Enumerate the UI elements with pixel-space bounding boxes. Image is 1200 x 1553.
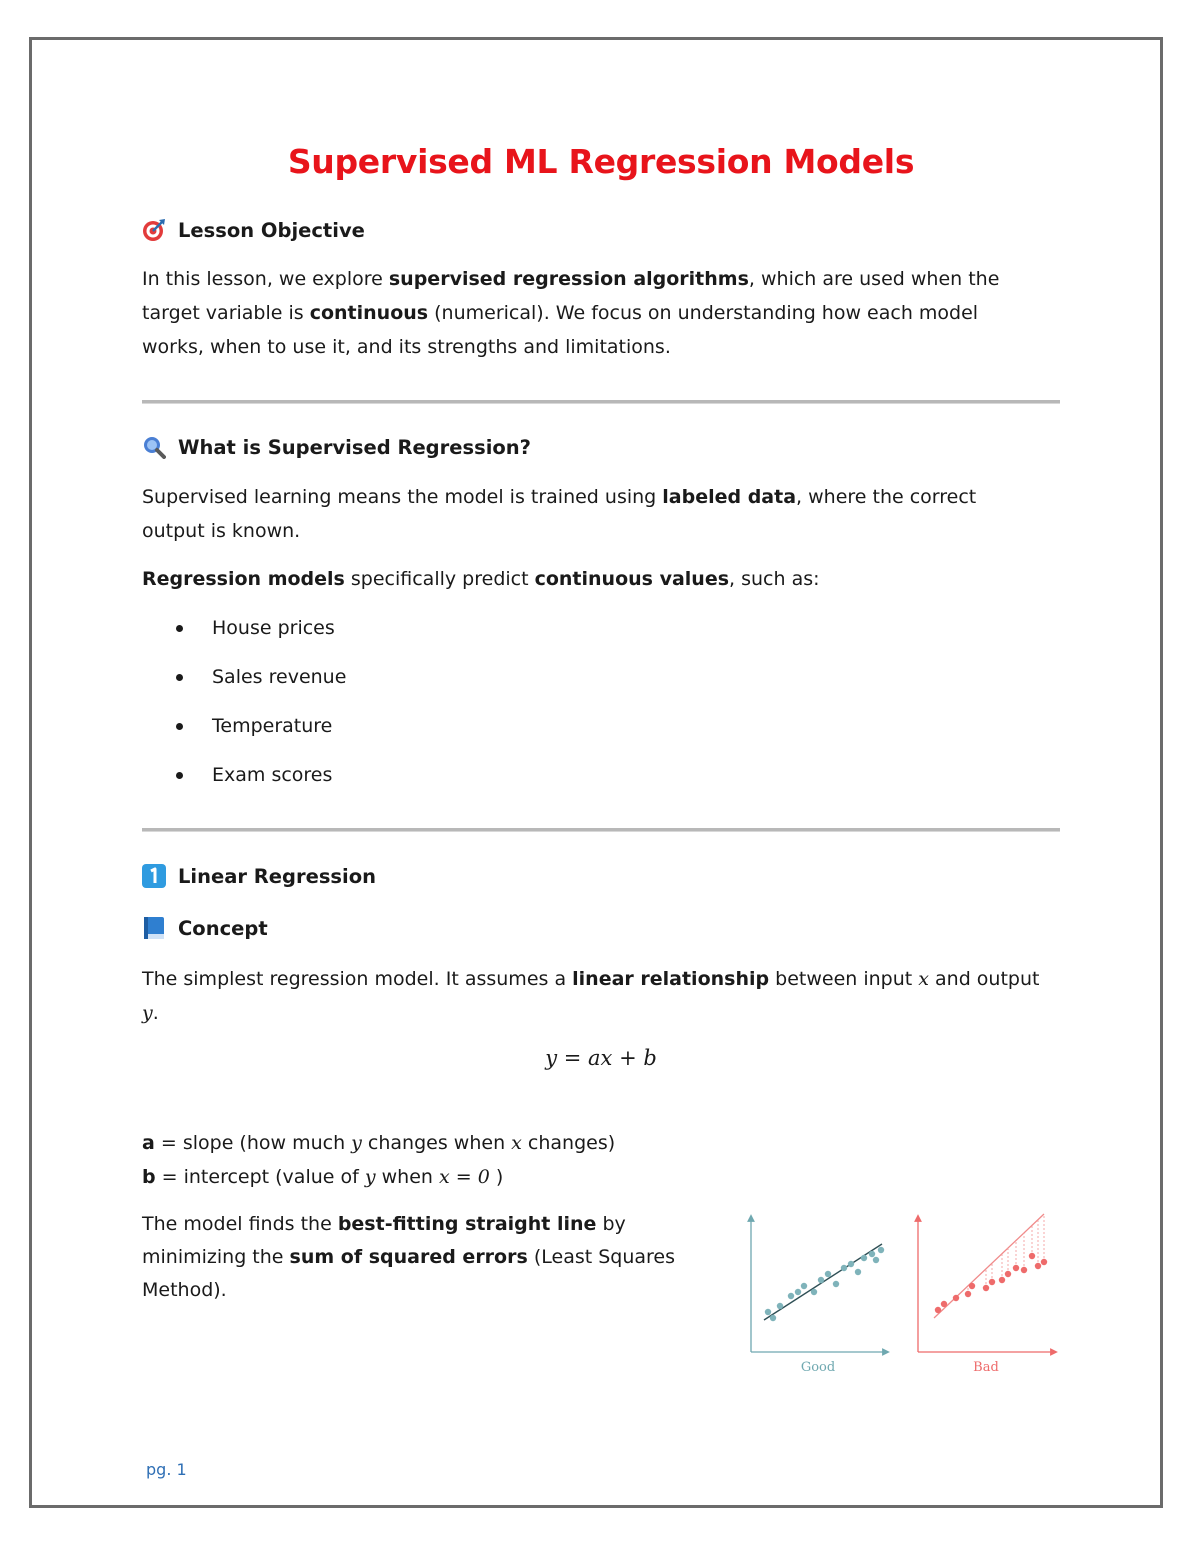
- list-item: Sales revenue: [142, 661, 346, 710]
- fit-comparison-svg: [746, 1210, 1064, 1380]
- bad-scatter-point: [935, 1307, 941, 1313]
- bold-run: a: [142, 1132, 155, 1154]
- good-scatter-point: [795, 1289, 801, 1295]
- good-scatter-point: [818, 1277, 824, 1283]
- bold-run: supervised regression algorithms: [388, 268, 749, 290]
- parameter-definitions: [142, 1126, 615, 1194]
- bad-scatter-point: [1021, 1267, 1027, 1273]
- good-scatter-point: [788, 1293, 794, 1299]
- text-run: , where the correct output is known.: [142, 486, 977, 542]
- what-is-heading-text: What is Supervised Regression?: [178, 435, 531, 459]
- bad-scatter-point: [1041, 1259, 1047, 1265]
- good-scatter-point: [848, 1261, 854, 1267]
- bold-run: Regression models: [142, 568, 345, 590]
- good-scatter-point: [833, 1281, 839, 1287]
- page-number: pg. 1: [146, 1460, 187, 1479]
- magnifier-icon: [142, 435, 166, 459]
- linear-regression-heading-text: Linear Regression: [178, 864, 376, 888]
- bold-run: linear relationship: [572, 968, 770, 990]
- section-divider: [142, 400, 1060, 404]
- what-is-paragraph-1: [142, 480, 1042, 548]
- text-run: (Least Squares Method).: [142, 1246, 676, 1301]
- math-variable: x = 0: [439, 1166, 490, 1188]
- bold-run: sum of squared errors: [289, 1246, 528, 1268]
- text-run: .: [152, 1002, 159, 1024]
- text-run: changes when: [361, 1132, 512, 1154]
- text-run: Supervised learning means the model is trained using: [142, 486, 663, 508]
- text-run: = slope (how much: [154, 1132, 352, 1154]
- good-scatter-point: [873, 1257, 879, 1263]
- bold-run: continuous: [309, 302, 429, 324]
- bad-scatter-point: [965, 1291, 971, 1297]
- bold-run: best-fitting straight line: [337, 1213, 597, 1235]
- what-is-paragraph-2: [142, 562, 1042, 596]
- math-variable: y: [364, 1166, 376, 1188]
- bad-scatter-point: [953, 1295, 959, 1301]
- good-scatter-points: [765, 1247, 884, 1321]
- bold-run: labeled data: [662, 486, 797, 508]
- good-scatter-point: [855, 1269, 861, 1275]
- good-scatter-point: [878, 1247, 884, 1253]
- linear-regression-heading: [142, 864, 376, 888]
- concept-heading: [142, 916, 268, 940]
- bold-run: b: [142, 1166, 156, 1188]
- text-run: The simplest regression model. It assumes a: [142, 968, 573, 990]
- bad-scatter-point: [969, 1283, 975, 1289]
- section-divider: [142, 828, 1060, 832]
- keycap-one-icon: [142, 864, 166, 888]
- intercept-definition: [142, 1166, 503, 1188]
- bad-scatter-points: [935, 1253, 1047, 1313]
- good-scatter-point: [801, 1283, 807, 1289]
- text-run: between input: [769, 968, 919, 990]
- bad-scatter-point: [1013, 1265, 1019, 1271]
- bad-scatter-point: [1005, 1271, 1011, 1277]
- good-scatter-point: [811, 1289, 817, 1295]
- bad-scatter-point: [999, 1277, 1005, 1283]
- bad-caption: Bad: [973, 1360, 999, 1375]
- concept-heading-text: Concept: [178, 916, 268, 940]
- text-run: , which are used when the target variable is: [142, 268, 1000, 324]
- target-icon: [142, 218, 166, 242]
- good-scatter-point: [825, 1271, 831, 1277]
- text-run: when: [375, 1166, 439, 1188]
- text-run: by minimizing the: [142, 1213, 626, 1268]
- examples-list: [142, 612, 346, 808]
- text-run: (numerical). We focus on understanding how each model works, when to use it, and its strengths and limitations.: [142, 302, 979, 358]
- good-scatter-point: [777, 1303, 783, 1309]
- linear-equation: y = ax + b: [545, 1046, 657, 1070]
- math-variable: x: [511, 1132, 522, 1154]
- math-variable: y: [142, 1002, 153, 1024]
- good-scatter-point: [765, 1309, 771, 1315]
- objective-heading-text: Lesson Objective: [178, 218, 365, 242]
- blue-book-icon: [142, 916, 166, 940]
- list-item: Temperature: [142, 710, 346, 759]
- objective-heading: [142, 218, 365, 242]
- list-item: Exam scores: [142, 759, 346, 808]
- text-run: , such as:: [729, 568, 820, 590]
- good-scatter-point: [861, 1255, 867, 1261]
- math-variable: y: [351, 1132, 362, 1154]
- good-scatter-point: [841, 1265, 847, 1271]
- bad-scatter-point: [983, 1285, 989, 1291]
- bad-scatter-point: [1035, 1263, 1041, 1269]
- objective-paragraph: [142, 262, 1042, 364]
- what-is-heading: [142, 435, 531, 459]
- text-run: = intercept (value of: [155, 1166, 365, 1188]
- slope-definition: [142, 1132, 615, 1154]
- good-scatter-point: [770, 1315, 776, 1321]
- bad-scatter-point: [941, 1301, 947, 1307]
- bad-scatter-point: [1029, 1253, 1035, 1259]
- good-caption: Good: [800, 1360, 836, 1375]
- bold-run: continuous values: [534, 568, 730, 590]
- text-run: The model finds the: [142, 1213, 338, 1235]
- bad-fit-line: [934, 1214, 1044, 1318]
- list-item: House prices: [142, 612, 346, 661]
- text-run: specifically predict: [344, 568, 535, 590]
- good-scatter-point: [869, 1251, 875, 1257]
- text-run: changes): [521, 1132, 616, 1154]
- regression-fit-illustration: [746, 1210, 1064, 1380]
- text-run: and output: [928, 968, 1040, 990]
- text-run: ): [489, 1166, 504, 1188]
- math-variable: x: [918, 968, 929, 990]
- text-run: In this lesson, we explore: [142, 268, 389, 290]
- least-squares-paragraph: [142, 1208, 702, 1307]
- document-title: Supervised ML Regression Models: [287, 142, 915, 181]
- concept-paragraph: [142, 962, 1042, 1030]
- bad-scatter-point: [989, 1279, 995, 1285]
